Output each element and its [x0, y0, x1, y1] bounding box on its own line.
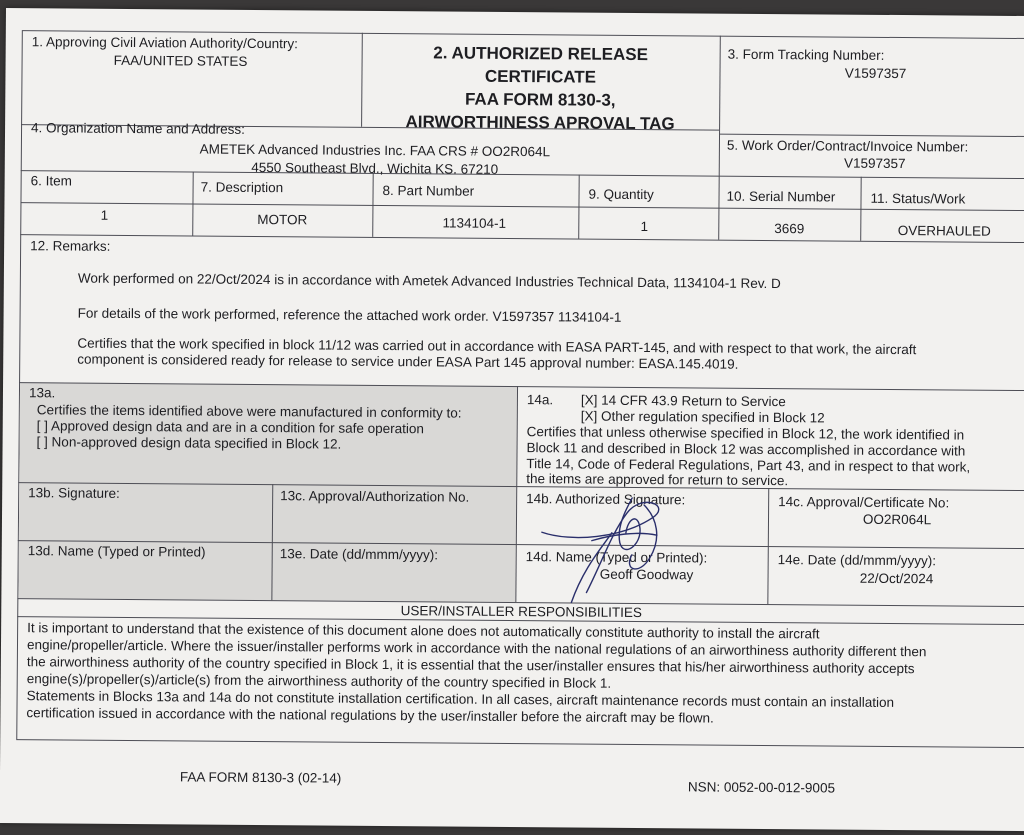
- cell-status-work: OVERHAULED: [897, 223, 991, 239]
- form-tracking-number: V1597357: [844, 65, 907, 82]
- nsn-footer: NSN: 0052-00-012-9005: [687, 779, 836, 796]
- block-14a-line-3: Title 14, Code of Federal Regulations, Part 43, and in respect to that work,: [526, 456, 971, 475]
- remarks-line-3b: component is considered ready for release to service under EASA Part 145 approval number: EASA.145.4019.: [77, 351, 739, 372]
- block-14d-label: 14d. Name (Typed or Printed):: [525, 549, 708, 566]
- block-14e-label: 14e. Date (dd/mmm/yyyy):: [777, 552, 937, 569]
- responsibilities-line-5: Statements in Blocks 13a and 14a do not constitute installation certification. In all cases, aircraft maintenance records must contain an installation: [26, 688, 895, 710]
- header-serial-number: 10. Serial Number: [726, 188, 836, 205]
- organization-address: 4550 Southeast Blvd., Wichita KS. 67210: [251, 159, 499, 177]
- faa-form-8130-3: [0, 8, 1024, 831]
- organization-name: AMETEK Advanced Industries Inc. FAA CRS # OO2R064L: [199, 141, 551, 160]
- block-13a-option-approved: [ ] Approved design data and are in a condition for safe operation: [36, 418, 425, 437]
- approval-certificate-number: OO2R064L: [862, 511, 932, 528]
- form-title-line-1: 2. AUTHORIZED RELEASE: [433, 43, 649, 65]
- block-3-label: 3. Form Tracking Number:: [727, 46, 885, 63]
- cell-part-number: 1134104-1: [442, 215, 507, 231]
- handwritten-signature: [531, 482, 702, 613]
- block-13a-line-1: Certifies the items identified above were manufactured in conformity to:: [36, 402, 462, 421]
- responsibilities-title: USER/INSTALLER RESPONSIBILITIES: [400, 603, 642, 621]
- header-part-number: 8. Part Number: [382, 182, 475, 199]
- header-item: 6. Item: [30, 173, 72, 189]
- responsibilities-line-4: engine(s)/propeller(s)/article(s) from the airworthiness authority of the country specified in Block 1.: [26, 671, 612, 691]
- block-13d-label: 13d. Name (Typed or Printed): [27, 543, 206, 560]
- form-number-footer: FAA FORM 8130-3 (02-14): [179, 769, 342, 786]
- block-5-label: 5. Work Order/Contract/Invoice Number:: [726, 137, 969, 155]
- remarks-line-1: Work performed on 22/Oct/2024 is in accordance with Ametek Advanced Industries Technical Data, 1134104-1 Rev. D: [77, 270, 781, 292]
- block-14a-line-4: the items are approved for return to service.: [526, 471, 789, 489]
- block-1-value: FAA/UNITED STATES: [113, 52, 248, 69]
- signer-name: Geoff Goodway: [599, 566, 694, 583]
- remarks-label: 12. Remarks:: [30, 238, 111, 254]
- form-title-line-2: CERTIFICATE: [484, 66, 597, 87]
- remarks-line-2: For details of the work performed, reference the attached work order. V1597357 1134104-1: [77, 305, 622, 325]
- block-13e-label: 13e. Date (dd/mmm/yyyy):: [279, 546, 439, 563]
- header-quantity: 9. Quantity: [588, 186, 654, 203]
- block-13b-label: 13b. Signature:: [28, 485, 120, 501]
- block-14a-label: 14a.: [526, 392, 554, 408]
- block-14a-line-2: Block 11 and described in Block 12 was accomplished in accordance with: [526, 440, 966, 459]
- block-13c-label: 13c. Approval/Authorization No.: [280, 488, 470, 505]
- responsibilities-line-3: the airworthiness authority of the country specified in Block 1, it is essential that the user/installer ensures that his/her airworthiness authority accepts: [26, 654, 915, 677]
- block-1-label: 1. Approving Civil Aviation Authority/Country:: [31, 34, 298, 52]
- cell-item: 1: [100, 207, 109, 223]
- cell-serial-number: 3669: [774, 221, 805, 237]
- block-4-label: 4. Organization Name and Address:: [31, 120, 245, 137]
- responsibilities-line-1: It is important to understand that the existence of this document alone does not automatically constitute authority to install the aircraft: [27, 620, 820, 642]
- header-status-work: 11. Status/Work: [870, 190, 966, 207]
- block-14c-label: 14c. Approval/Certificate No:: [778, 494, 950, 511]
- block-13a-option-non-approved: [ ] Non-approved design data specified in Block 12.: [36, 434, 342, 452]
- release-date: 22/Oct/2024: [859, 570, 934, 587]
- block-14a-option-return-to-service: [X] 14 CFR 43.9 Return to Service: [580, 392, 786, 410]
- block-13a-label: 13a.: [28, 385, 56, 401]
- form-title-line-3: FAA FORM 8130-3,: [464, 89, 616, 110]
- remarks-line-3a: Certifies that the work specified in block 11/12 was carried out in accordance with EASA PART-145, and with respect to that work, the aircraft: [77, 335, 917, 358]
- cell-quantity: 1: [640, 218, 649, 235]
- responsibilities-line-6: certification issued in accordance with the national regulations by the user/installer before the aircraft may be flown.: [26, 705, 714, 726]
- cell-description: MOTOR: [257, 211, 308, 228]
- block-14a-line-1: Certifies that unless otherwise specified in Block 12, the work identified in: [526, 424, 965, 443]
- block-14b-label: 14b. Authorized Signature:: [526, 491, 686, 508]
- form-title-line-4: AIRWORTHINESS APROVAL TAG: [405, 112, 675, 134]
- block-14a-option-other-regulation: [X] Other regulation specified in Block 12: [580, 408, 825, 426]
- work-order-number: V1597357: [843, 155, 906, 172]
- responsibilities-line-2: engine/propeller/article. Where the issuer/installer performs work in accordance with the national regulations of an airworthiness authority different then: [26, 637, 927, 660]
- header-description: 7. Description: [200, 179, 284, 196]
